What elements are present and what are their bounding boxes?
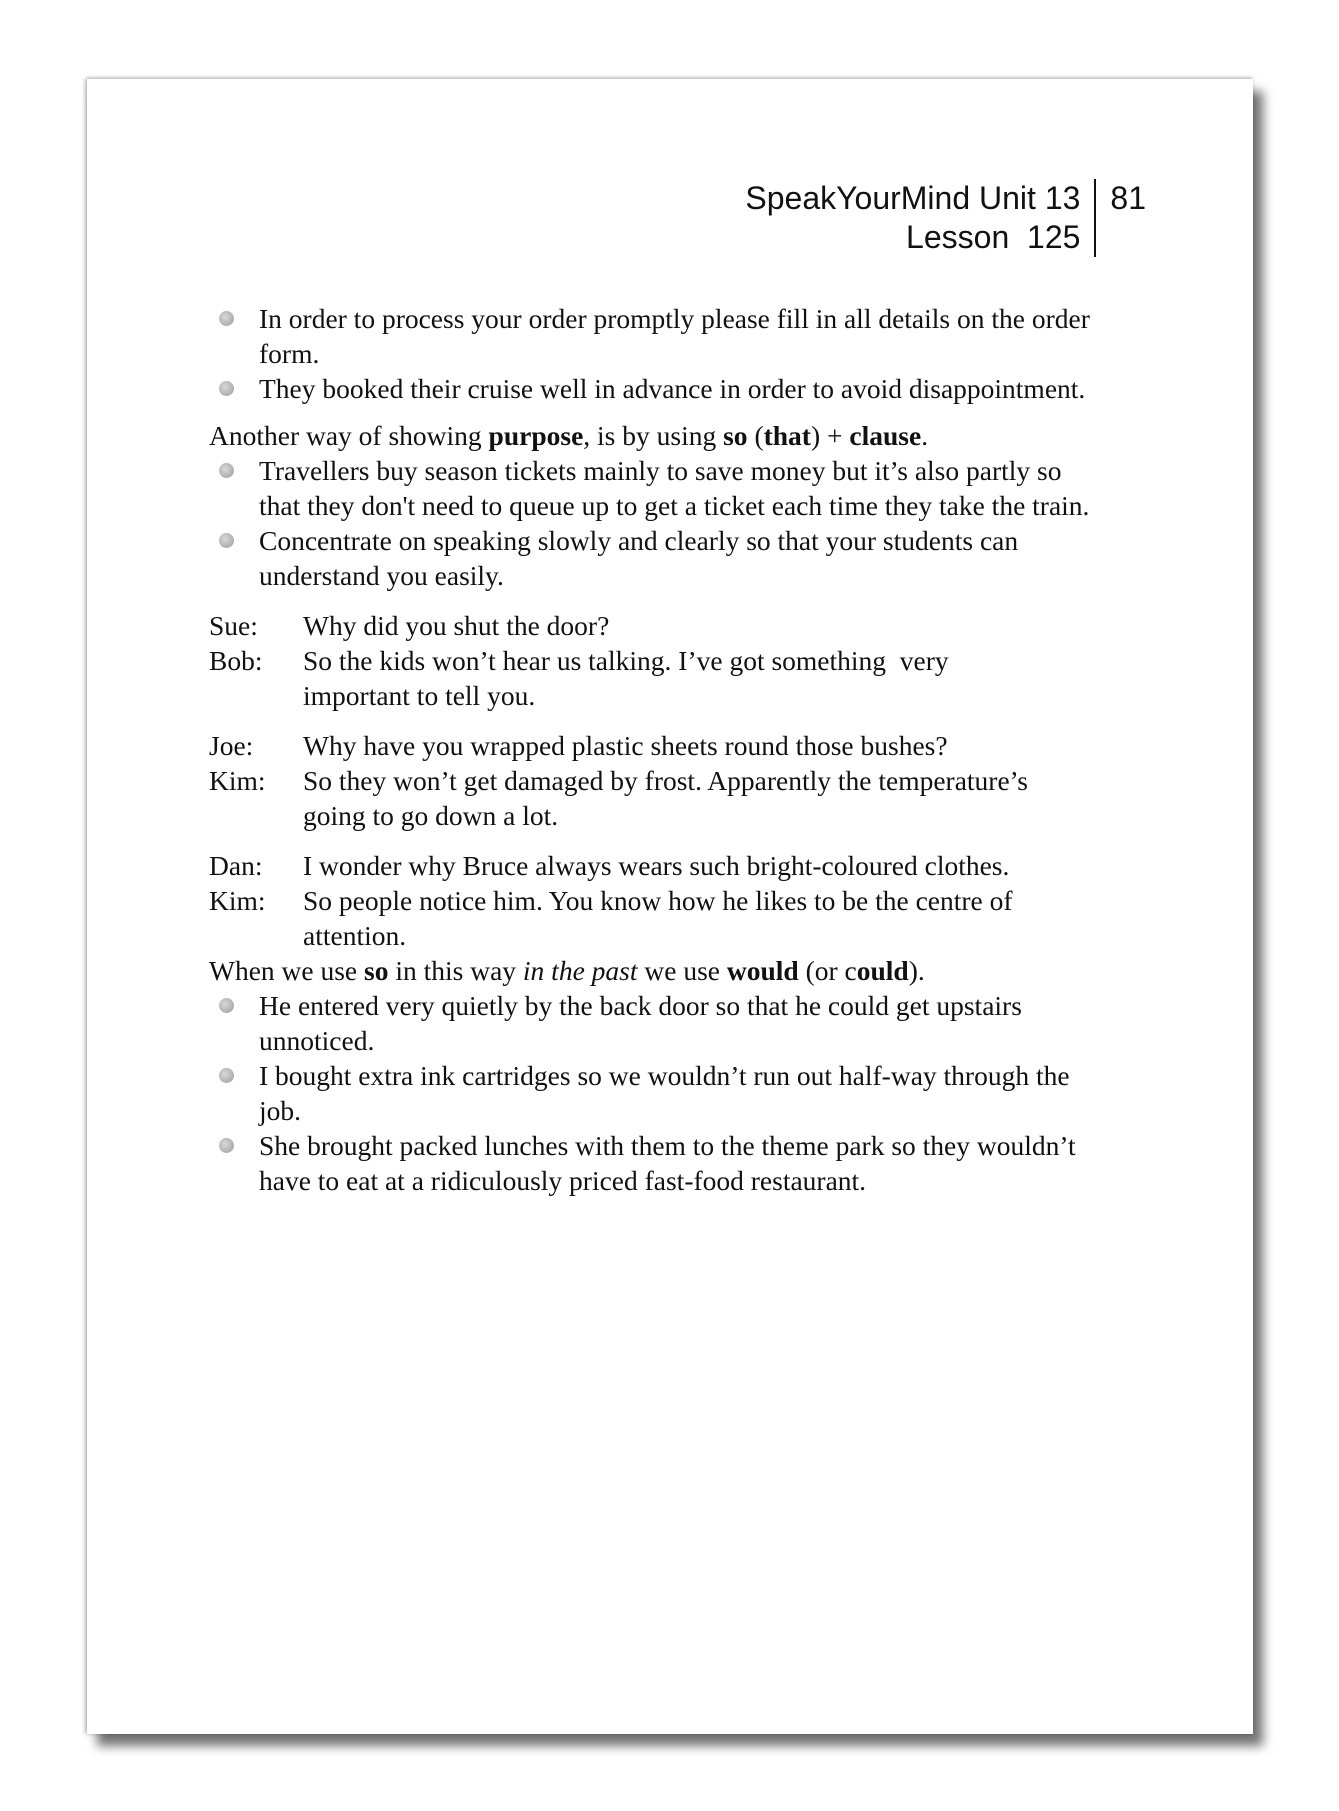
speaker: Sue: bbox=[209, 610, 258, 641]
bullet-icon bbox=[219, 998, 234, 1013]
dialogue-1 bbox=[209, 608, 1033, 713]
bullet-icon bbox=[219, 311, 234, 326]
dialogue-line bbox=[209, 608, 1033, 643]
bullet-list-2 bbox=[209, 453, 1109, 593]
speech: So they won’t get damaged by frost. Apparently the temperature’s going to go down a lot. bbox=[303, 765, 1029, 831]
dialogue-line bbox=[209, 848, 1033, 883]
document-page bbox=[87, 79, 1253, 1734]
bullet-icon bbox=[219, 533, 234, 548]
speech: I wonder why Bruce always wears such bright-coloured clothes. bbox=[303, 850, 1010, 881]
speaker: Kim: bbox=[209, 885, 266, 916]
dialogue-line bbox=[209, 728, 1033, 763]
header-unit: SpeakYourMind Unit 13 bbox=[745, 180, 1081, 216]
page-header bbox=[745, 179, 1146, 257]
dialogue-line bbox=[209, 883, 1033, 953]
speech: So people notice him. You know how he likes to be the centre of attention. bbox=[303, 885, 1013, 951]
bullet-icon bbox=[219, 1138, 234, 1153]
header-lesson: Lesson 125 bbox=[906, 219, 1081, 255]
dialogue-3 bbox=[209, 848, 1033, 953]
list-item: He entered very quietly by the back door so that he could get upstairs unnoticed. bbox=[209, 988, 1109, 1058]
dialogue-2 bbox=[209, 728, 1033, 833]
past-intro: When we use so in this way in the past we use would (or could). bbox=[209, 955, 925, 986]
bullet-list-3 bbox=[209, 988, 1109, 1198]
list-item: They booked their cruise well in advance in order to avoid disappointment. bbox=[209, 371, 1109, 406]
bullet-icon bbox=[219, 463, 234, 478]
speech: So the kids won’t hear us talking. I’ve got something very important to tell you. bbox=[303, 645, 956, 711]
dialogue-line bbox=[209, 643, 1033, 713]
list-item: Travellers buy season tickets mainly to save money but it’s also partly so that they don't need to queue up to get a ticket each time they take the train. bbox=[209, 453, 1109, 523]
list-item: I bought extra ink cartridges so we wouldn’t run out half-way through the job. bbox=[209, 1058, 1109, 1128]
dialogue-line bbox=[209, 763, 1033, 833]
speaker: Joe: bbox=[209, 730, 254, 761]
bullet-list-1 bbox=[209, 301, 1109, 406]
speech: Why did you shut the door? bbox=[303, 610, 610, 641]
list-item: Concentrate on speaking slowly and clearly so that your students can understand you easily. bbox=[209, 523, 1109, 593]
speaker: Bob: bbox=[209, 645, 263, 676]
page-body bbox=[209, 301, 1109, 1198]
bullet-icon bbox=[219, 1068, 234, 1083]
header-titles bbox=[745, 179, 1096, 257]
page-number: 81 bbox=[1110, 180, 1146, 216]
list-item: In order to process your order promptly please fill in all details on the order form. bbox=[209, 301, 1109, 371]
speaker: Kim: bbox=[209, 765, 266, 796]
purpose-intro: Another way of showing purpose, is by using so (that) + clause. bbox=[209, 420, 929, 451]
speech: Why have you wrapped plastic sheets round those bushes? bbox=[303, 730, 948, 761]
bullet-icon bbox=[219, 381, 234, 396]
list-item: She brought packed lunches with them to the theme park so they wouldn’t have to eat at a ridiculously priced fast-food restaurant. bbox=[209, 1128, 1109, 1198]
speaker: Dan: bbox=[209, 850, 263, 881]
